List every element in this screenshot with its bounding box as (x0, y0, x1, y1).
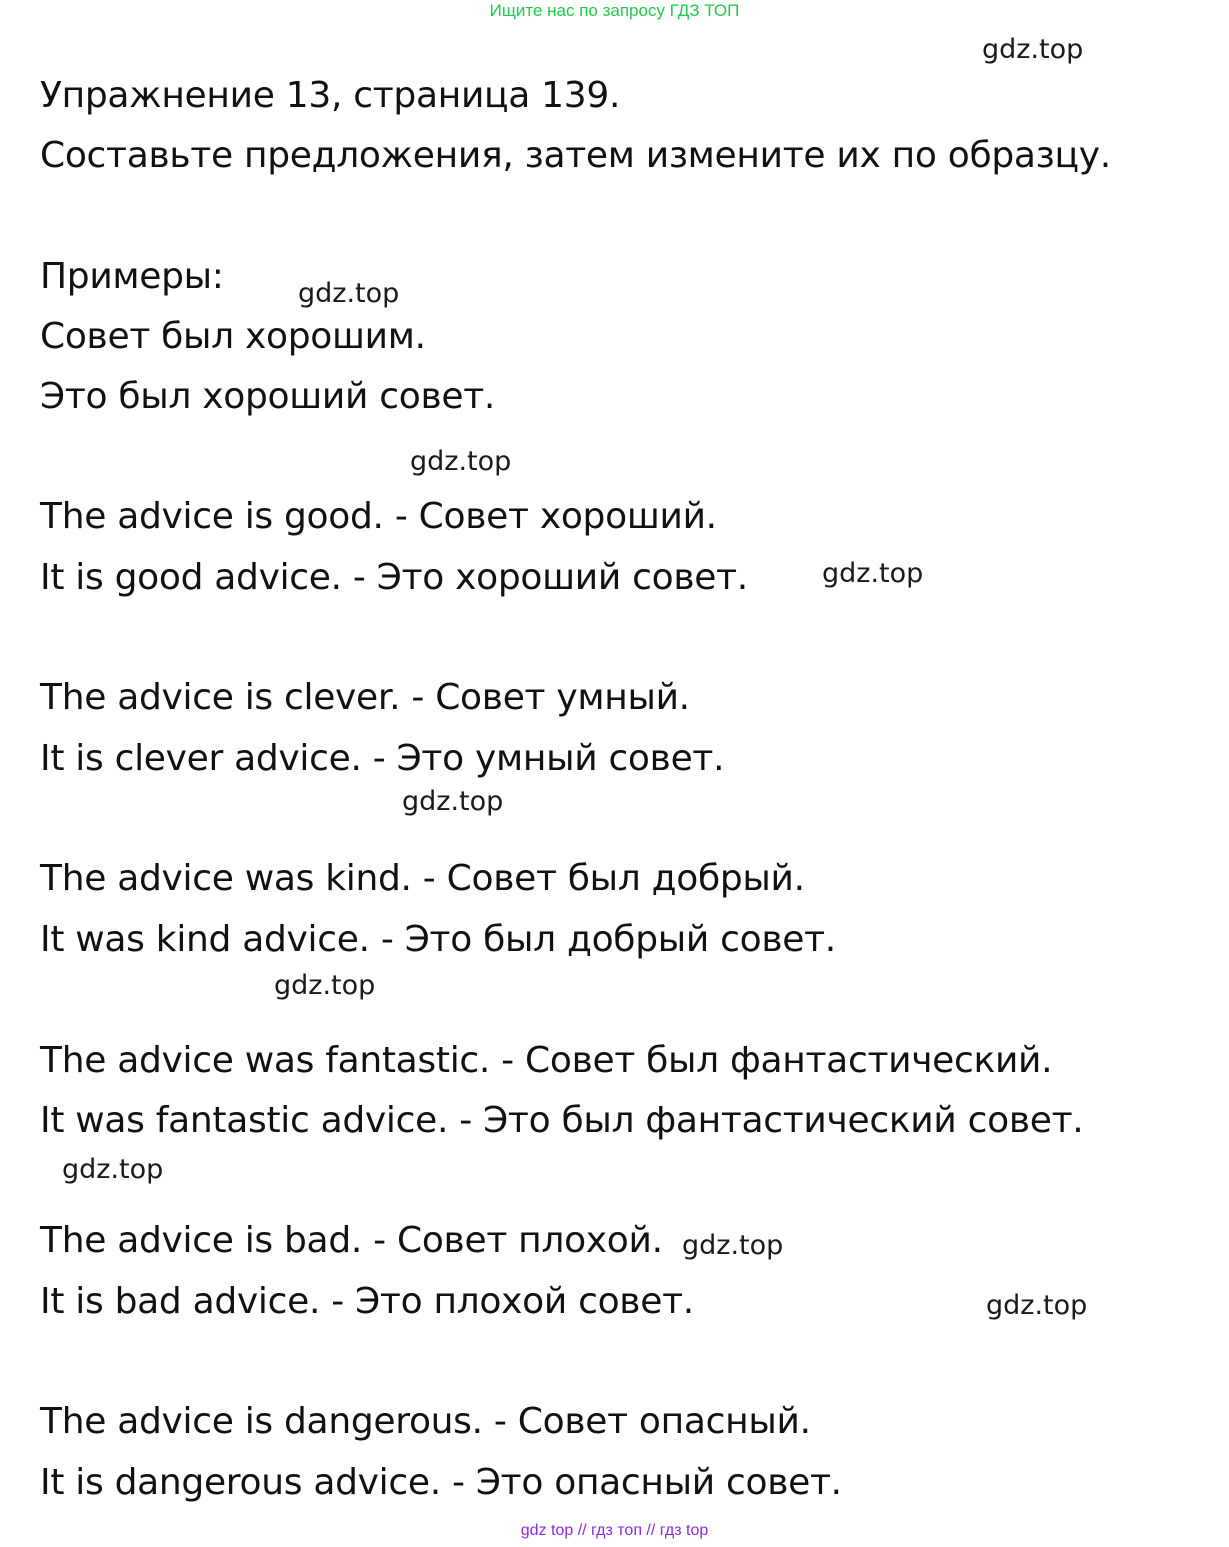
sentence-original: The advice is clever. - Совет умный. (40, 677, 690, 718)
watermark: gdz.top (982, 34, 1084, 65)
watermark: gdz.top (402, 786, 504, 817)
sentence-transformed: It was fantastic advice. - Это был фантастический совет. (40, 1100, 1084, 1141)
example-line: Это был хороший совет. (40, 376, 496, 417)
sentence-original: The advice is dangerous. - Совет опасный. (40, 1401, 811, 1442)
sentence-transformed: It is bad advice. - Это плохой совет. (40, 1281, 694, 1322)
watermark: gdz.top (986, 1290, 1088, 1321)
top-banner: Ищите нас по запросу ГДЗ ТОП (489, 1, 740, 20)
sentence-transformed: It is good advice. - Это хороший совет. (40, 557, 748, 598)
examples-label: Примеры: (40, 256, 224, 297)
sentence-original: The advice is bad. - Совет плохой. (40, 1220, 663, 1261)
sentence-transformed: It is dangerous advice. - Это опасный совет. (40, 1462, 842, 1503)
watermark: gdz.top (298, 278, 400, 309)
sentence-original: The advice is good. - Совет хороший. (40, 496, 717, 537)
watermark: gdz.top (410, 446, 512, 477)
sentence-transformed: It is clever advice. - Это умный совет. (40, 738, 725, 779)
sentence-transformed: It was kind advice. - Это был добрый совет. (40, 919, 836, 960)
example-line: Совет был хорошим. (40, 316, 426, 357)
exercise-instruction: Составьте предложения, затем измените их по образцу. (40, 135, 1111, 176)
watermark: gdz.top (274, 970, 376, 1001)
sentence-original: The advice was kind. - Совет был добрый. (40, 858, 805, 899)
watermark: gdz.top (682, 1230, 784, 1261)
sentence-original: The advice was fantastic. - Совет был фантастический. (40, 1040, 1053, 1081)
footer-watermark: gdz top // гдз топ // гдз top (520, 1522, 709, 1539)
exercise-heading: Упражнение 13, страница 139. (40, 75, 621, 116)
watermark: gdz.top (822, 558, 924, 589)
watermark: gdz.top (62, 1154, 164, 1185)
